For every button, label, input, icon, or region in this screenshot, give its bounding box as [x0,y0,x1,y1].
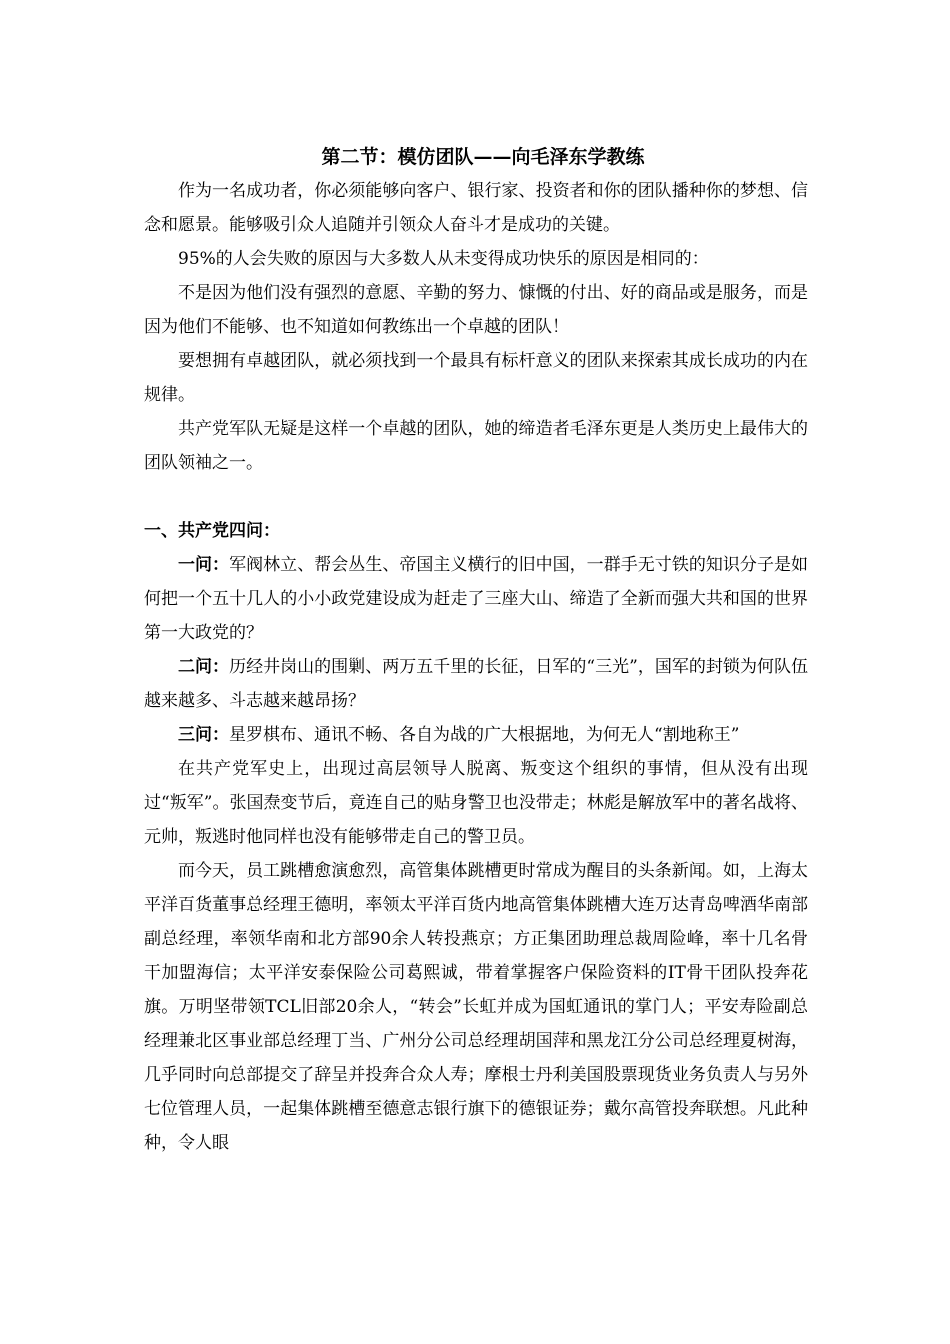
intro-paragraph-1: 作为一名成功者，你必须能够向客户、银行家、投资者和你的团队播种你的梦想、信念和愿景。能够吸引众人追随并引领众人奋斗才是成功的关键。 [144,181,808,235]
question-2 [144,650,808,718]
question-label: 三问： [178,725,229,745]
question-label: 一问： [178,555,230,575]
subsection-heading: 一、共产党四问： [144,521,280,541]
question-text: 军阀林立、帮会丛生、帝国主义横行的旧中国，一群手无寸铁的知识分子是如何把一个五十几人的小小政党建设成为赶走了三座大山、缔造了全新而强大共和国的世界第一大政党的？ [144,555,809,643]
intro-paragraph-4: 要想拥有卓越团队，就必须找到一个最具有标杆意义的团队来探索其成长成功的内在规律。 [144,351,808,405]
question-1 [144,548,808,650]
question-label: 二问： [178,657,230,677]
intro-paragraph-5: 共产党军队无疑是这样一个卓越的团队，她的缔造者毛泽东更是人类历史上最伟大的团队领袖之一。 [144,419,808,473]
question-3 [144,718,808,752]
body-paragraph-1: 在共产党军史上，出现过高层领导人脱离、叛变这个组织的事情，但从没有出现过“叛军”。张国焘变节后，竟连自己的贴身警卫也没带走；林彪是解放军中的著名战将、元帅，叛逃时他同样也没有能够带走自己的警卫员。 [144,759,808,847]
question-text: 历经井岗山的围剿、两万五千里的长征，日军的“三光”，国军的封锁为何队伍越来越多、斗志越来越昂扬？ [144,657,809,711]
intro-paragraph-3: 不是因为他们没有强烈的意愿、辛勤的努力、慷慨的付出、好的商品或是服务，而是因为他们不能够、也不知道如何教练出一个卓越的团队！ [144,283,808,337]
paragraph-spacer [144,480,808,514]
section-title: 第二节：模仿团队——向毛泽东学教练 [321,146,645,168]
question-text: 星罗棋布、通讯不畅、各自为战的广大根据地，为何无人“割地称王” [229,725,740,745]
intro-paragraph-2: 95%的人会失败的原因与大多数人从未变得成功快乐的原因是相同的： [178,249,709,269]
document-page [144,140,808,1160]
body-paragraph-2: 而今天，员工跳槽愈演愈烈，高管集体跳槽更时常成为醒目的头条新闻。如，上海太平洋百货董事总经理王德明，率领太平洋百货内地高管集体跳槽大连万达青岛啤酒华南部副总经理，率领华南和北方部90余人转投燕京；方正集团助理总裁周险峰，率十几名骨干加盟海信；太平洋安泰保险公司葛熙诚，带着掌握客户保险资料的IT骨干团队投奔花旗。万明坚带领TCL旧部20余人，“转会”长虹并成为国虹通讯的掌门人；平安寿险副总经理兼北区事业部总经理丁当、广州分公司总经理胡国萍和黑龙江分公司总经理夏树海，几乎同时向总部提交了辞呈并投奔合众人寿；摩根士丹利美国股票现货业务负责人与另外七位管理人员，一起集体跳槽至德意志银行旗下的德银证券；戴尔高管投奔联想。凡此种种，令人眼 [144,861,808,1153]
